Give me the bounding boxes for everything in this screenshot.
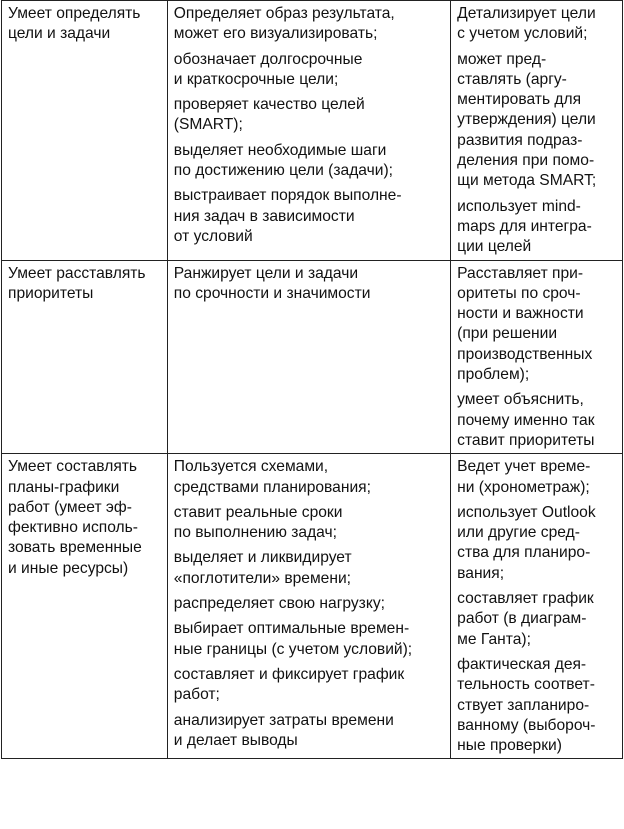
indicator-item: Детализирует цели с учетом условий; (457, 5, 596, 43)
indicator-item: проверяет качество целей (SMART); (173, 96, 365, 134)
indicator-item: использует Outlook или другие сред- ства для планиро- вания; (457, 503, 596, 582)
indicator-item: Пользуется схемами, средствами планирования; (173, 458, 371, 496)
indicator-item: выделяет и ликвидирует «поглотители» времени; (173, 549, 352, 587)
indicator-item: распределяет свою нагрузку; (173, 595, 385, 613)
indicator-item: выбирает оптимальные времен- ные границы (с учетом условий); (173, 620, 413, 658)
skill-cell (2, 260, 168, 454)
skill-label: Умеет расставлять приоритеты (8, 264, 146, 302)
skill-cell (2, 454, 168, 759)
indicator-item: Определяет образ результата, может его визуализировать; (173, 5, 395, 43)
basic-indicators-cell (167, 260, 450, 454)
indicator-item: Расставляет при- оритеты по сроч- ности и важности (при решении производственных проблем); (457, 264, 593, 384)
advanced-indicators-cell (451, 1, 623, 261)
skill-label: Умеет определять цели и задачи (8, 5, 141, 43)
indicator-item: составляет график работ (в диаграм- ме Ганта); (457, 590, 594, 648)
indicator-item: фактическая дея- тельность соответ- ствует запланиро- ванному (выбороч- ные проверки) (457, 655, 596, 755)
indicator-item: Ранжирует цели и задачи по срочности и значимости (173, 264, 371, 302)
basic-indicators-cell (167, 1, 450, 261)
skill-label: Умеет составлять планы-графики работ (умеет эф- фективно исполь- зовать временные и иные ресурсы) (8, 458, 142, 577)
indicator-item: выделяет необходимые шаги по достижению цели (задачи); (173, 141, 393, 180)
indicator-item: Ведет учет време- ни (хронометраж); (457, 458, 591, 496)
indicator-item: может пред- ставлять (аргу- ментировать для утверждения) цели развития подраз- деления при помо- щи метода SMART; (457, 50, 597, 190)
indicator-item: ставит реальные сроки по выполнению задач; (173, 503, 343, 542)
advanced-indicators-cell (451, 454, 623, 759)
indicator-item: обозначает долгосрочные и краткосрочные цели; (173, 50, 363, 88)
table-row (2, 1, 623, 261)
indicator-item: анализирует затраты времени и делает выводы (173, 711, 394, 749)
indicator-item: выстраивает порядок выполне- ния задач в зависимости от условий (173, 187, 402, 245)
indicator-item: составляет и фиксирует график работ; (173, 665, 405, 704)
table-row (2, 260, 623, 454)
indicator-item: умеет объяснить, почему именно так ставит приоритеты (457, 391, 595, 449)
competency-table (1, 0, 623, 759)
table-row (2, 454, 623, 759)
indicator-item: использует mind- maps для интегра- ции целей (457, 197, 592, 256)
basic-indicators-cell (167, 454, 450, 759)
skill-cell (2, 1, 168, 261)
advanced-indicators-cell (451, 260, 623, 454)
